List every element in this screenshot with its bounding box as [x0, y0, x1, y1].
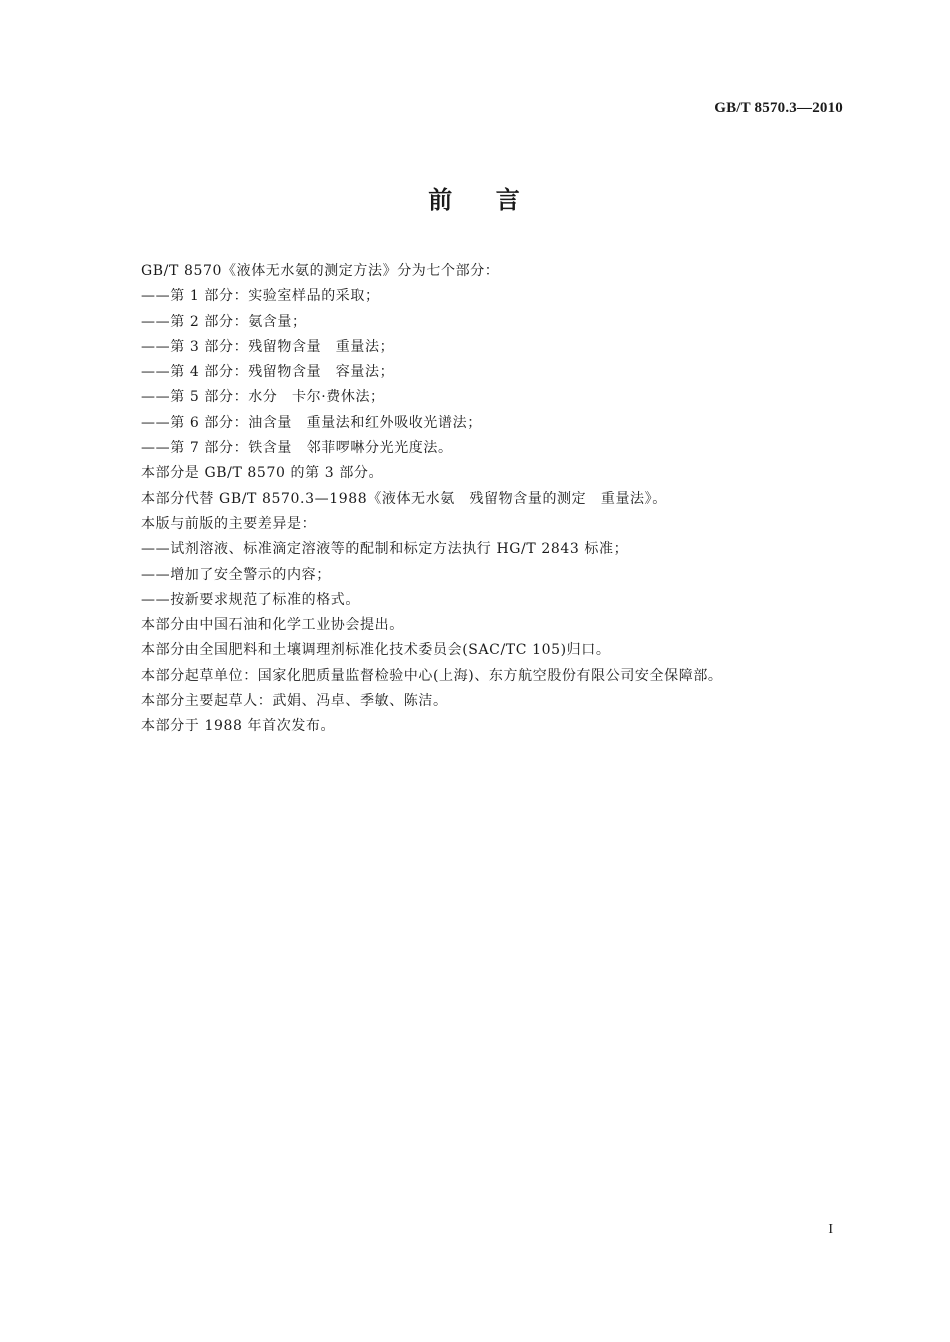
paragraph-line: 本部分代替 GB/T 8570.3—1988《液体无水氨 残留物含量的测定 重量法》。 — [141, 490, 667, 507]
paragraph-line: ——按新要求规范了标准的格式。 — [141, 591, 360, 608]
paragraph-line: ——试剂溶液、标准滴定溶液等的配制和标定方法执行 HG/T 2843 标准； — [141, 541, 629, 558]
foreword-body — [141, 259, 841, 740]
page-number: I — [828, 1222, 833, 1237]
paragraph-line: 本部分由全国肥料和土壤调理剂标准化技术委员会(SAC/TC 105)归口。 — [141, 642, 611, 659]
paragraph-line: GB/T 8570《液体无水氨的测定方法》分为七个部分： — [141, 263, 500, 279]
paragraph-line: 本版与前版的主要差异是： — [141, 515, 317, 532]
paragraph-line: 本部分起草单位：国家化肥质量监督检验中心(上海)、东方航空股份有限公司安全保障部。 — [141, 667, 723, 684]
page-title: 前 言 — [428, 186, 522, 214]
paragraph-line: 本部分于 1988 年首次发布。 — [141, 718, 336, 735]
paragraph-line: 本部分是 GB/T 8570 的第 3 部分。 — [141, 465, 384, 482]
paragraph-line: ——第 1 部分：实验室样品的采取； — [141, 288, 380, 305]
paragraph-line: 本部分由中国石油和化学工业协会提出。 — [141, 617, 404, 634]
paragraph-line: ——第 7 部分：铁含量 邻菲啰啉分光光度法。 — [141, 440, 453, 457]
paragraph-line: ——第 2 部分：氨含量； — [141, 313, 307, 330]
paragraph-line: 本部分主要起草人：武娟、冯卓、季敏、陈洁。 — [141, 693, 448, 710]
paragraph-line: ——第 6 部分：油含量 重量法和红外吸收光谱法； — [141, 414, 482, 431]
paragraph-line: ——第 5 部分：水分 卡尔·费休法； — [141, 389, 385, 406]
paragraph-line: ——第 4 部分：残留物含量 容量法； — [141, 364, 395, 381]
paragraph-line: ——增加了安全警示的内容； — [141, 566, 331, 583]
paragraph-line: ——第 3 部分：残留物含量 重量法； — [141, 338, 395, 355]
standard-number: GB/T 8570.3—2010 — [714, 100, 843, 116]
